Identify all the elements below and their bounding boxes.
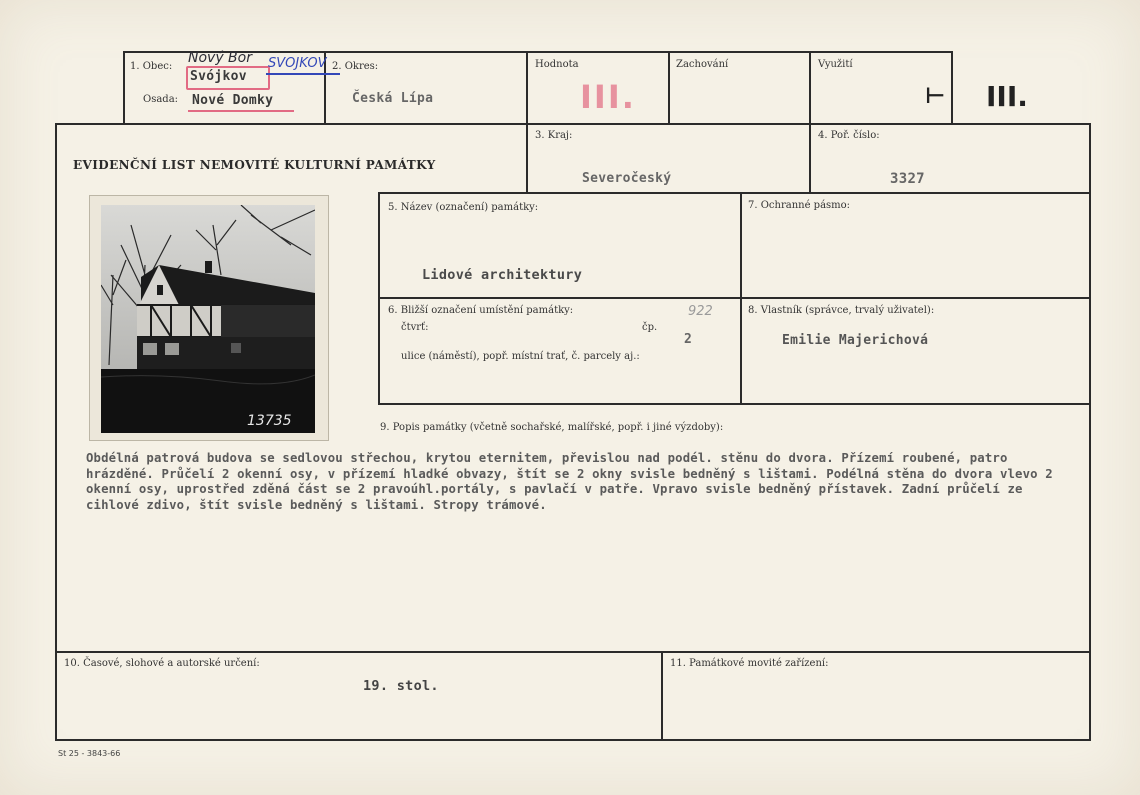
nazev-label: 5. Název (označení) památky: (388, 202, 539, 213)
photo-number: 13735 (247, 413, 292, 429)
osada-red-underline (188, 110, 294, 112)
vyuziti-mark: ⊢ (925, 84, 946, 109)
casove-label: 10. Časové, slohové a autorské určení: (64, 658, 260, 669)
blue-underline (266, 73, 340, 75)
vlastnik-value: Emilie Majerichová (782, 333, 929, 348)
hodnota-label: Hodnota (535, 59, 579, 70)
cp-value: 2 (684, 332, 693, 347)
obec-handwritten-blue: SVOJKOV (268, 56, 327, 71)
house-photo-image (101, 205, 315, 433)
ulice-label: ulice (náměstí), popř. místní trať, č. parcely aj.: (401, 351, 640, 362)
form-title: EVIDENČNÍ LIST NEMOVITÉ KULTURNÍ PAMÁTKY (73, 158, 436, 172)
ochranne-label: 7. Ochranné pásmo: (748, 200, 851, 211)
por-cislo-label: 4. Poř. číslo: (818, 130, 880, 141)
zachovani-label: Zachování (676, 59, 729, 70)
vyuziti-label: Využití (818, 59, 853, 70)
casove-value: 19. stol. (363, 678, 439, 694)
obec-value: Svójkov (190, 69, 247, 84)
obec-label: 1. Obec: (130, 61, 173, 72)
obec-handwritten-top: Nový Bor (188, 50, 252, 66)
popis-value: Obdélná patrová budova se sedlovou střechou, krytou eternitem, převislou nad podél. stěnu do dvora. Přízemí roubené, patro hrázděné. Průčelí 2 okenní osy, v přízemí hladké obvazy, štít se 2 okny svisle bedněný s lištami. Podélná stěna do dvora vlevo 2 okenní osy, uprostřed zděná část se 2 pravoúhl.portály, s pavlačí v patře. Vpravo svisle bedněný přístavek. Zadní průčelí ze cihlové zdivo, štít svisle bedněný s lištami. Stropy trámové. (86, 451, 1053, 512)
por-cislo-value: 3327 (890, 171, 925, 187)
kraj-label: 3. Kraj: (535, 130, 573, 141)
blizsi-label: 6. Bližší označení umístění památky: (388, 305, 574, 316)
cp-handwritten: 922 (688, 304, 713, 319)
kraj-value: Severočeský (582, 171, 672, 186)
cp-label: čp. (642, 322, 658, 333)
osada-label: Osada: (143, 94, 179, 105)
okres-value: Česká Lípa (352, 91, 434, 106)
popis-label: 9. Popis památky (včetně sochařské, malířské, popř. i jiné výzdoby): (380, 422, 724, 433)
photo-frame (89, 195, 329, 441)
nazev-value: Lidové architektury (422, 267, 583, 283)
movite-label: 11. Památkové movité zařízení: (670, 658, 829, 669)
osada-value: Nové Domky (192, 93, 274, 108)
vlastnik-label: 8. Vlastník (správce, trvalý uživatel): (748, 305, 935, 316)
form-code: St 25 - 3843-66 (58, 749, 121, 758)
hodnota-value: III. (580, 78, 636, 116)
house-photo (101, 205, 315, 433)
vyuziti-value: III. (986, 80, 1028, 113)
okres-label: 2. Okres: (332, 61, 379, 72)
ctvrt-label: čtvrť: (401, 322, 429, 333)
